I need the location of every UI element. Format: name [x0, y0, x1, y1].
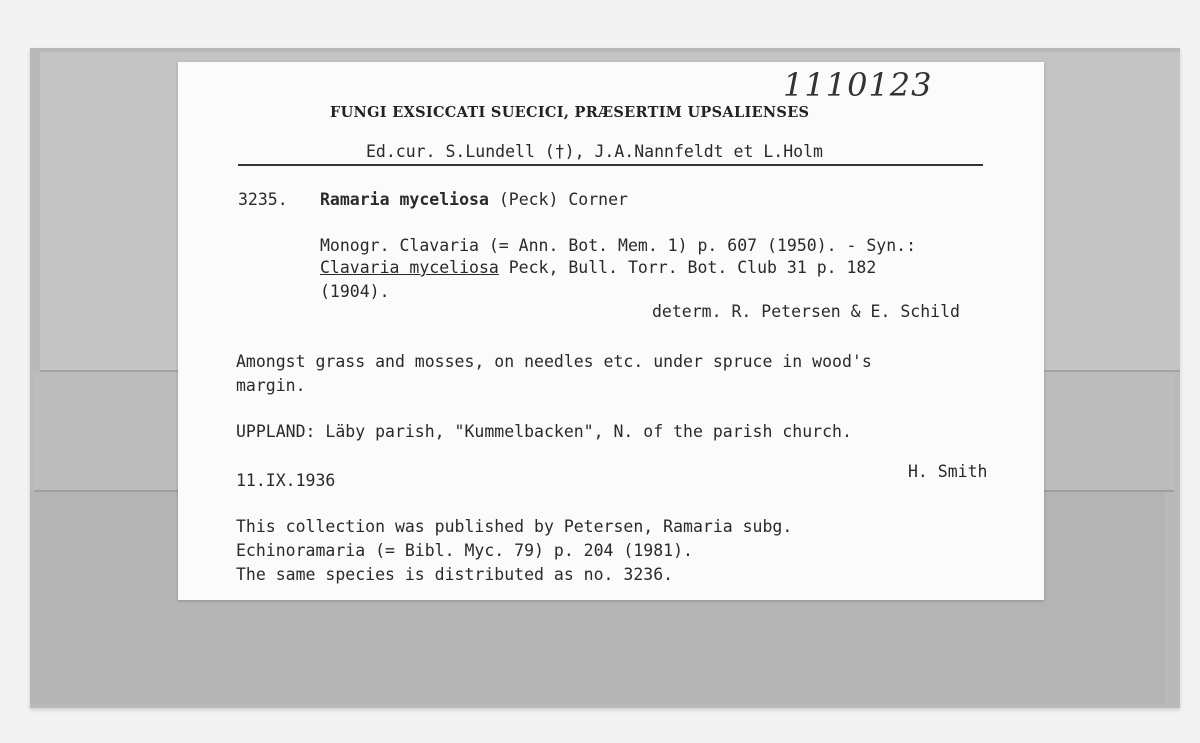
taxon-line: [320, 190, 628, 210]
synonym-name: Clavaria myceliosa: [320, 258, 499, 277]
specimen-number: 3235.: [238, 190, 288, 209]
habitat-line-2: margin.: [236, 376, 306, 395]
note-line-1: This collection was published by Petersen, Ramaria subg.: [236, 517, 793, 536]
editors-line: Ed.cur. S.Lundell (†), J.A.Nannfeldt et L.Holm: [366, 142, 823, 161]
taxon-author: (Peck) Corner: [488, 190, 628, 209]
note-line-2: Echinoramaria (= Bibl. Myc. 79) p. 204 (1981).: [236, 541, 693, 560]
reference-line-2: [320, 258, 876, 278]
habitat-line-1: Amongst grass and mosses, on needles etc. under spruce in wood's: [236, 352, 872, 371]
reference-line-3: (1904).: [320, 282, 390, 301]
note-line-3: The same species is distributed as no. 3236.: [236, 565, 674, 584]
taxon-name: Ramaria myceliosa: [320, 190, 489, 209]
herbarium-label: [178, 62, 1044, 600]
collector: H. Smith: [908, 462, 988, 481]
reference-line-1: Monogr. Clavaria (= Ann. Bot. Mem. 1) p. 607 (1950). - Syn.:: [320, 236, 917, 255]
title-rule: [238, 164, 983, 166]
synonym-reference: Peck, Bull. Torr. Bot. Club 31 p. 182: [498, 258, 877, 277]
determiner: determ. R. Petersen & E. Schild: [652, 302, 960, 321]
locality: UPPLAND: Läby parish, "Kummelbacken", N. of the parish church.: [236, 422, 852, 441]
accession-number: 1110123: [783, 66, 933, 104]
collection-date: 11.IX.1936: [236, 471, 336, 490]
series-title: FUNGI EXSICCATI SUECICI, PRÆSERTIM UPSALIENSES: [330, 104, 810, 121]
